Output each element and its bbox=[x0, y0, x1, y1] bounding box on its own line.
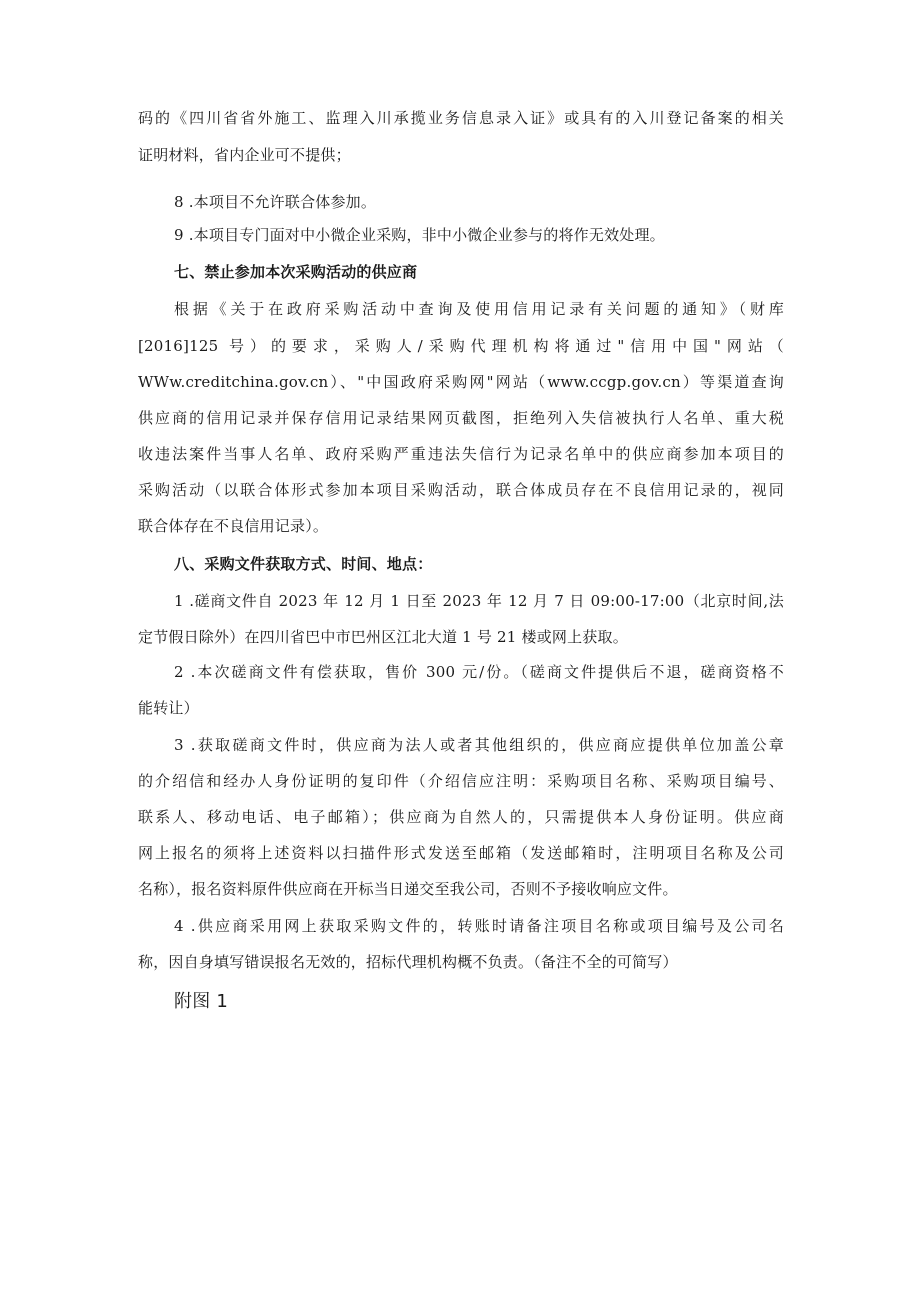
section-8-item-4-line: 称，因自身填写错误报名无效的，招标代理机构概不负责。（备注不全的可简写） bbox=[138, 953, 678, 971]
section-7-line: 采购活动（以联合体形式参加本项目采购活动，联合体成员存在不良信用记录的，视同 bbox=[138, 481, 784, 499]
section-7-line: 收违法案件当事人名单、政府采购严重违法失信行为记录名单中的供应商参加本项目的 bbox=[138, 445, 784, 463]
section-8-item-4-line: 4 .供应商采用网上获取采购文件的，转账时请备注项目名称或项目编号及公司名 bbox=[174, 917, 784, 935]
section-8-item-3-line: 的介绍信和经办人身份证明的复印件（介绍信应注明：采购项目名称、采购项目编号、 bbox=[138, 772, 784, 790]
section-7-heading: 七、禁止参加本次采购活动的供应商 bbox=[174, 263, 418, 281]
section-7-line: 根据《关于在政府采购活动中查询及使用信用记录有关问题的通知》（财库 bbox=[174, 300, 784, 318]
section-7-line: [2016]125 号）的要求，采购人/采购代理机构将通过"信用中国"网站（ bbox=[138, 337, 784, 355]
list-item-8: 8 .本项目不允许联合体参加。 bbox=[174, 193, 377, 211]
section-8-item-1-line: 1 .磋商文件自 2023 年 12 月 1 日至 2023 年 12 月 7 日 09:00-17:00（北京时间,法 bbox=[174, 592, 784, 610]
section-7-line: WWw.creditchina.gov.cn）、"中国政府采购网"网站（www.ccgp.gov.cn）等渠道查询 bbox=[138, 373, 784, 391]
section-7-line: 联合体存在不良信用记录）。 bbox=[138, 517, 329, 535]
section-8-item-2-line: 2 .本次磋商文件有偿获取，售价 300 元/份。（磋商文件提供后不退，磋商资格不 bbox=[174, 663, 784, 681]
section-8-heading: 八、采购文件获取方式、时间、地点： bbox=[174, 555, 433, 573]
body-line: 证明材料，省内企业可不提供； bbox=[138, 146, 351, 164]
section-8-item-3-line: 3 .获取磋商文件时，供应商为法人或者其他组织的，供应商应提供单位加盖公章 bbox=[174, 736, 784, 754]
list-item-9: 9 .本项目专门面对中小微企业采购，非中小微企业参与的将作无效处理。 bbox=[174, 226, 665, 244]
section-7-line: 供应商的信用记录并保存信用记录结果网页截图，拒绝列入失信被执行人名单、重大税 bbox=[138, 409, 784, 427]
body-line: 码的《四川省省外施工、监理入川承揽业务信息录入证》或具有的入川登记备案的相关 bbox=[138, 109, 784, 127]
section-8-item-3-line: 名称），报名资料原件供应商在开标当日递交至我公司，否则不予接收响应文件。 bbox=[138, 880, 678, 898]
figure-label: 附图 1 bbox=[174, 991, 228, 1012]
section-8-item-1-line: 定节假日除外）在四川省巴中市巴州区江北大道 1 号 21 楼或网上获取。 bbox=[138, 628, 628, 646]
section-8-item-2-line: 能转让） bbox=[138, 699, 199, 717]
section-8-item-3-line: 联系人、移动电话、电子邮箱）；供应商为自然人的，只需提供本人身份证明。供应商 bbox=[138, 808, 784, 826]
section-8-item-3-line: 网上报名的须将上述资料以扫描件形式发送至邮箱（发送邮箱时，注明项目名称及公司 bbox=[138, 844, 784, 862]
